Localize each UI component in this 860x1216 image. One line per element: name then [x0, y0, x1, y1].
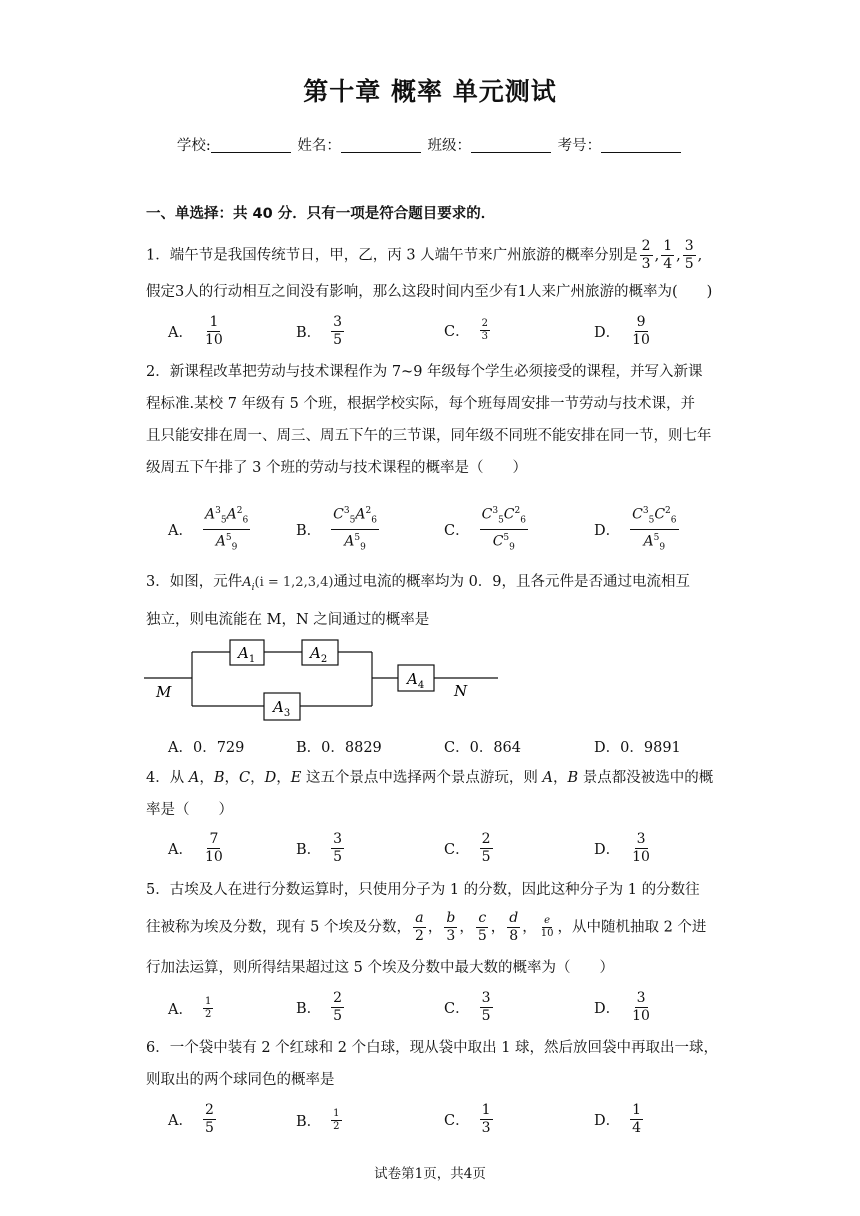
q5-option-b[interactable]: B． $\frac{2}{5}$ — [296, 990, 343, 1024]
q3-option-d[interactable]: D． 0．9891 — [594, 740, 681, 756]
q2-line1: 2．新课程改革把劳动与技术课程作为 7~9 年级每个学生必须接受的课程，并写入新课 — [146, 364, 703, 380]
q6-line2: 则取出的两个球同色的概率是 — [146, 1072, 335, 1088]
student-info-line — [0, 134, 860, 155]
class-label: 班级： — [427, 138, 471, 154]
name-blank[interactable] — [341, 138, 421, 153]
a2-label: $A_2$ — [310, 644, 328, 665]
q5-frac-5: $\frac{e}{10}$ — [540, 915, 554, 939]
q6-option-c[interactable]: C． $\frac{1}{3}$ — [444, 1102, 491, 1136]
q1-line1: 1．端午节是我国传统节日，甲，乙，丙 3 人端午节来广州旅游的概率分别是 $\frac{2}{3}$ , $\frac{1}{4}$ , $\frac{3}{5}$ , — [146, 238, 703, 272]
q1-line2: 假定3人的行动相互之间没有影响，那么这段时间内至少有1人来广州旅游的概率为( ) — [146, 284, 713, 300]
page-footer: 试卷第1页，共4页 — [374, 1166, 486, 1182]
q1-option-b[interactable]: B． $\frac{3}{5}$ — [296, 314, 343, 348]
a3-label: $A_3$ — [273, 698, 291, 719]
q2-line3: 且只能安排在周一、周三、周五下午的三节课，同年级不同班不能安排在同一节，则七年 — [146, 428, 712, 444]
q1-text: 1．端午节是我国传统节日，甲，乙，丙 3 人端午节来广州旅游的概率分别是 — [146, 247, 638, 264]
q3-option-b[interactable]: B． 0．8829 — [296, 740, 382, 756]
q5-option-d[interactable]: D． $\frac{3}{10}$ — [594, 990, 650, 1024]
q5-frac-3: $\frac{c}{5}$ — [477, 910, 487, 944]
q6-option-b[interactable]: B． $\frac{1}{2}$ — [296, 1108, 340, 1132]
exam-no-blank[interactable] — [601, 138, 681, 153]
q1-frac-3: $\frac{3}{5}$ — [684, 238, 694, 272]
q4-option-b[interactable]: B． $\frac{3}{5}$ — [296, 831, 343, 865]
node-m-label: M — [156, 683, 172, 701]
q6-line1: 6．一个袋中装有 2 个红球和 2 个白球，现从袋中取出 1 球，然后放回袋中再取出一球， — [146, 1040, 719, 1056]
q2-option-b[interactable]: B． $\frac{C^3_5A^2_6}{A^5_9}$ — [296, 503, 381, 557]
a1-label: $A_1$ — [238, 644, 256, 665]
q5-option-a[interactable]: A． $\frac{1}{2}$ — [168, 996, 212, 1020]
class-blank[interactable] — [471, 138, 551, 153]
school-label: 学校: — [176, 138, 211, 154]
q5-frac-4: $\frac{d}{8}$ — [509, 910, 519, 944]
q1-option-d[interactable]: D． $\frac{9}{10}$ — [594, 314, 650, 348]
node-n-label: N — [454, 682, 468, 700]
q4-line1: 4．从 A，B，C，D，E 这五个景点中选择两个景点游玩，则 A，B 景点都没被选中的概 — [146, 770, 714, 786]
q4-option-c[interactable]: C． $\frac{2}{5}$ — [444, 831, 491, 865]
q4-option-d[interactable]: D． $\frac{3}{10}$ — [594, 831, 650, 865]
q5-frac-2: $\frac{b}{3}$ — [446, 910, 456, 944]
page-title: 第十章 概率 单元测试 — [303, 77, 557, 106]
q3-line2: 独立，则电流能在 M，N 之间通过的概率是 — [146, 612, 430, 628]
q2-line4: 级周五下午排了 3 个班的劳动与技术课程的概率是（ ） — [146, 460, 527, 476]
school-blank[interactable] — [211, 138, 291, 153]
q2-option-d[interactable]: D． $\frac{C^3_5C^2_6}{A^5_9}$ — [594, 503, 681, 557]
q1-frac-2: $\frac{1}{4}$ — [663, 238, 673, 272]
q5-line3: 行加法运算，则所得结果超过这 5 个埃及分数中最大数的概率为（ ） — [146, 960, 614, 976]
q6-option-a[interactable]: A． $\frac{2}{5}$ — [168, 1102, 214, 1136]
name-label: 姓名： — [297, 138, 341, 154]
q5-frac-1: $\frac{a}{2}$ — [414, 910, 424, 944]
q5-line2: 往被称为埃及分数，现有 5 个埃及分数， $\frac{a}{2}$ ， $\frac{b}{3}$ ， $\frac{c}{5}$ ， $\frac{d}{8}$ ， $\frac{e}{10}$ ，从中随机抽取 2 个进 — [146, 910, 707, 944]
q4-option-a[interactable]: A． $\frac{7}{10}$ — [168, 831, 223, 865]
section-heading: 一、单选择：共 40 分．只有一项是符合题目要求的． — [146, 206, 496, 222]
exam-no-label: 考号： — [557, 138, 602, 154]
circuit-diagram — [140, 632, 520, 728]
q6-option-d[interactable]: D． $\frac{1}{4}$ — [594, 1102, 642, 1136]
q4-line2: 率是（ ） — [146, 802, 233, 818]
q3-line1: 3．如图，元件$A_i(i = 1,2,3,4)$通过电流的概率均为 0．9，且各元件是否通过电流相互 — [146, 574, 691, 593]
q5-option-c[interactable]: C． $\frac{3}{5}$ — [444, 990, 491, 1024]
q2-option-c[interactable]: C． $\frac{C^3_5C^2_6}{C^5_9}$ — [444, 503, 530, 557]
q3-option-a[interactable]: A． 0．729 — [168, 740, 245, 756]
q1-option-a[interactable]: A． $\frac{1}{10}$ — [168, 314, 223, 348]
a4-label: $A_4$ — [407, 670, 425, 691]
q1-frac-1: $\frac{2}{3}$ — [641, 238, 651, 272]
q5-line1: 5．古埃及人在进行分数运算时，只使用分子为 1 的分数，因此这种分子为 1 的分数往 — [146, 882, 700, 898]
q1-option-c[interactable]: C． $\frac{2}{3}$ — [444, 318, 488, 342]
q2-option-a[interactable]: A． $\frac{A^3_5A^2_6}{A^5_9}$ — [168, 503, 252, 557]
q2-line2: 程标准.某校 7 年级有 5 个班，根据学校实际，每个班每周安排一节劳动与技术课，并 — [146, 396, 695, 412]
q3-option-c[interactable]: C． 0．864 — [444, 740, 522, 756]
